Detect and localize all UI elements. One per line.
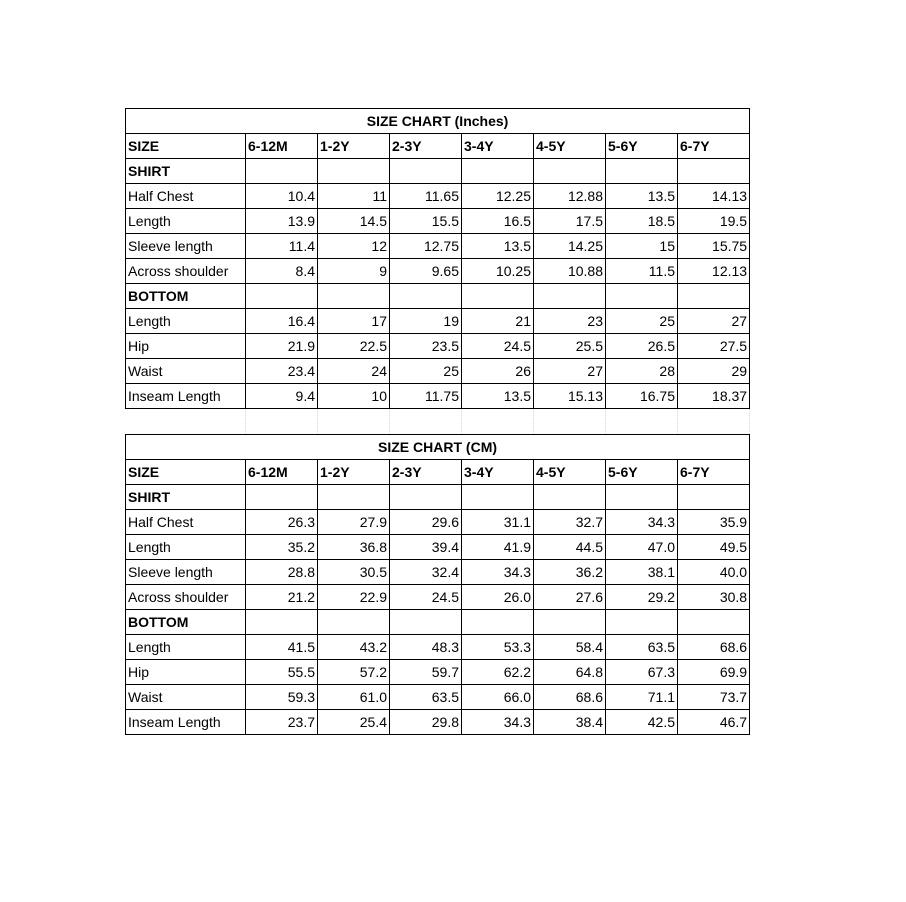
empty-cell bbox=[606, 485, 678, 510]
measurement-value: 11.65 bbox=[390, 184, 462, 209]
measurement-value: 16.4 bbox=[246, 309, 318, 334]
size-column-header: 6-12M bbox=[246, 460, 318, 485]
size-column-header: 6-7Y bbox=[678, 460, 750, 485]
measurement-value: 38.4 bbox=[534, 710, 606, 735]
size-column-header: 1-2Y bbox=[318, 134, 390, 159]
measurement-value: 17.5 bbox=[534, 209, 606, 234]
measurement-value: 62.2 bbox=[462, 660, 534, 685]
measurement-value: 11 bbox=[318, 184, 390, 209]
measurement-value: 27 bbox=[534, 359, 606, 384]
measurement-label: Length bbox=[126, 635, 246, 660]
empty-cell bbox=[678, 409, 750, 435]
empty-cell bbox=[126, 409, 246, 435]
measurement-value: 38.1 bbox=[606, 560, 678, 585]
measurement-value: 13.5 bbox=[462, 234, 534, 259]
measurement-value: 34.3 bbox=[462, 560, 534, 585]
empty-cell bbox=[246, 159, 318, 184]
measurement-value: 19.5 bbox=[678, 209, 750, 234]
empty-cell bbox=[606, 284, 678, 309]
empty-cell bbox=[678, 610, 750, 635]
table-row bbox=[126, 585, 750, 610]
measurement-value: 30.5 bbox=[318, 560, 390, 585]
table-row bbox=[126, 359, 750, 384]
header-row bbox=[126, 460, 750, 485]
empty-cell bbox=[606, 409, 678, 435]
measurement-value: 41.5 bbox=[246, 635, 318, 660]
measurement-value: 40.0 bbox=[678, 560, 750, 585]
empty-cell bbox=[390, 485, 462, 510]
measurement-value: 29.2 bbox=[606, 585, 678, 610]
measurement-value: 71.1 bbox=[606, 685, 678, 710]
size-column-header: 5-6Y bbox=[606, 460, 678, 485]
measurement-value: 23 bbox=[534, 309, 606, 334]
measurement-value: 15.5 bbox=[390, 209, 462, 234]
empty-cell bbox=[318, 610, 390, 635]
measurement-value: 73.7 bbox=[678, 685, 750, 710]
measurement-value: 49.5 bbox=[678, 535, 750, 560]
measurement-label: Across shoulder bbox=[126, 259, 246, 284]
header-row bbox=[126, 134, 750, 159]
empty-cell bbox=[462, 159, 534, 184]
table-row bbox=[126, 334, 750, 359]
measurement-value: 29 bbox=[678, 359, 750, 384]
measurement-label: Sleeve length bbox=[126, 560, 246, 585]
table-title: SIZE CHART (CM) bbox=[126, 435, 750, 460]
section-row bbox=[126, 159, 750, 184]
table-row bbox=[126, 309, 750, 334]
measurement-value: 17 bbox=[318, 309, 390, 334]
measurement-label: Half Chest bbox=[126, 510, 246, 535]
size-column-header: 5-6Y bbox=[606, 134, 678, 159]
measurement-value: 28.8 bbox=[246, 560, 318, 585]
measurement-value: 26.5 bbox=[606, 334, 678, 359]
measurement-value: 28 bbox=[606, 359, 678, 384]
measurement-value: 29.6 bbox=[390, 510, 462, 535]
measurement-value: 43.2 bbox=[318, 635, 390, 660]
measurement-value: 57.2 bbox=[318, 660, 390, 685]
table-title-row bbox=[126, 109, 750, 134]
measurement-value: 11.4 bbox=[246, 234, 318, 259]
measurement-label: Length bbox=[126, 535, 246, 560]
measurement-value: 21.2 bbox=[246, 585, 318, 610]
measurement-value: 10.88 bbox=[534, 259, 606, 284]
measurement-value: 15.13 bbox=[534, 384, 606, 409]
measurement-label: Across shoulder bbox=[126, 585, 246, 610]
empty-cell bbox=[318, 485, 390, 510]
empty-cell bbox=[606, 610, 678, 635]
section-label: BOTTOM bbox=[126, 284, 246, 309]
empty-cell bbox=[678, 284, 750, 309]
measurement-value: 32.4 bbox=[390, 560, 462, 585]
size-column-header: 2-3Y bbox=[390, 460, 462, 485]
measurement-label: Hip bbox=[126, 334, 246, 359]
measurement-value: 10.4 bbox=[246, 184, 318, 209]
section-row bbox=[126, 610, 750, 635]
measurement-label: Length bbox=[126, 309, 246, 334]
measurement-value: 12.13 bbox=[678, 259, 750, 284]
measurement-value: 32.7 bbox=[534, 510, 606, 535]
measurement-value: 23.5 bbox=[390, 334, 462, 359]
measurement-value: 68.6 bbox=[534, 685, 606, 710]
measurement-value: 24.5 bbox=[462, 334, 534, 359]
empty-cell bbox=[606, 159, 678, 184]
measurement-label: Length bbox=[126, 209, 246, 234]
empty-cell bbox=[246, 284, 318, 309]
empty-cell bbox=[534, 159, 606, 184]
empty-cell bbox=[318, 159, 390, 184]
measurement-value: 31.1 bbox=[462, 510, 534, 535]
measurement-value: 25 bbox=[606, 309, 678, 334]
section-row bbox=[126, 284, 750, 309]
measurement-value: 61.0 bbox=[318, 685, 390, 710]
measurement-value: 21.9 bbox=[246, 334, 318, 359]
measurement-value: 27 bbox=[678, 309, 750, 334]
measurement-value: 14.25 bbox=[534, 234, 606, 259]
measurement-value: 23.4 bbox=[246, 359, 318, 384]
empty-cell bbox=[462, 284, 534, 309]
empty-cell bbox=[318, 409, 390, 435]
measurement-value: 26.3 bbox=[246, 510, 318, 535]
measurement-value: 35.9 bbox=[678, 510, 750, 535]
measurement-value: 13.5 bbox=[606, 184, 678, 209]
measurement-value: 12.88 bbox=[534, 184, 606, 209]
measurement-label: Waist bbox=[126, 359, 246, 384]
measurement-label: Sleeve length bbox=[126, 234, 246, 259]
size-column-header: 1-2Y bbox=[318, 460, 390, 485]
measurement-value: 48.3 bbox=[390, 635, 462, 660]
measurement-value: 15 bbox=[606, 234, 678, 259]
measurement-label: Waist bbox=[126, 685, 246, 710]
measurement-value: 11.5 bbox=[606, 259, 678, 284]
measurement-value: 25.4 bbox=[318, 710, 390, 735]
empty-cell bbox=[246, 409, 318, 435]
measurement-value: 35.2 bbox=[246, 535, 318, 560]
measurement-label: Half Chest bbox=[126, 184, 246, 209]
measurement-value: 29.8 bbox=[390, 710, 462, 735]
measurement-value: 67.3 bbox=[606, 660, 678, 685]
measurement-value: 34.3 bbox=[606, 510, 678, 535]
section-label: BOTTOM bbox=[126, 610, 246, 635]
table-row bbox=[126, 635, 750, 660]
measurement-label: Inseam Length bbox=[126, 384, 246, 409]
size-header: SIZE bbox=[126, 134, 246, 159]
measurement-value: 53.3 bbox=[462, 635, 534, 660]
empty-cell bbox=[390, 159, 462, 184]
measurement-value: 21 bbox=[462, 309, 534, 334]
size-header: SIZE bbox=[126, 460, 246, 485]
measurement-value: 24.5 bbox=[390, 585, 462, 610]
measurement-value: 66.0 bbox=[462, 685, 534, 710]
size-chart-sheet bbox=[125, 108, 749, 735]
size-chart-grid bbox=[125, 108, 750, 735]
measurement-value: 47.0 bbox=[606, 535, 678, 560]
measurement-value: 14.13 bbox=[678, 184, 750, 209]
table-row bbox=[126, 209, 750, 234]
measurement-value: 41.9 bbox=[462, 535, 534, 560]
measurement-value: 24 bbox=[318, 359, 390, 384]
measurement-value: 27.6 bbox=[534, 585, 606, 610]
size-column-header: 4-5Y bbox=[534, 460, 606, 485]
measurement-value: 12.75 bbox=[390, 234, 462, 259]
measurement-value: 46.7 bbox=[678, 710, 750, 735]
size-column-header: 3-4Y bbox=[462, 134, 534, 159]
measurement-value: 9.4 bbox=[246, 384, 318, 409]
size-column-header: 4-5Y bbox=[534, 134, 606, 159]
table-title: SIZE CHART (Inches) bbox=[126, 109, 750, 134]
measurement-value: 69.9 bbox=[678, 660, 750, 685]
measurement-value: 27.9 bbox=[318, 510, 390, 535]
size-column-header: 3-4Y bbox=[462, 460, 534, 485]
measurement-value: 39.4 bbox=[390, 535, 462, 560]
measurement-value: 16.5 bbox=[462, 209, 534, 234]
measurement-value: 36.2 bbox=[534, 560, 606, 585]
empty-cell bbox=[534, 409, 606, 435]
empty-cell bbox=[318, 284, 390, 309]
measurement-value: 30.8 bbox=[678, 585, 750, 610]
measurement-value: 55.5 bbox=[246, 660, 318, 685]
measurement-value: 9.65 bbox=[390, 259, 462, 284]
measurement-value: 10.25 bbox=[462, 259, 534, 284]
empty-cell bbox=[534, 485, 606, 510]
empty-cell bbox=[390, 284, 462, 309]
measurement-value: 59.3 bbox=[246, 685, 318, 710]
empty-cell bbox=[462, 485, 534, 510]
measurement-value: 25.5 bbox=[534, 334, 606, 359]
measurement-value: 26.0 bbox=[462, 585, 534, 610]
measurement-value: 12.25 bbox=[462, 184, 534, 209]
measurement-value: 34.3 bbox=[462, 710, 534, 735]
measurement-value: 23.7 bbox=[246, 710, 318, 735]
measurement-value: 12 bbox=[318, 234, 390, 259]
table-spacer-row bbox=[126, 409, 750, 435]
table-row bbox=[126, 535, 750, 560]
section-label: SHIRT bbox=[126, 159, 246, 184]
section-row bbox=[126, 485, 750, 510]
table-row bbox=[126, 259, 750, 284]
table-row bbox=[126, 234, 750, 259]
measurement-value: 9 bbox=[318, 259, 390, 284]
size-column-header: 6-7Y bbox=[678, 134, 750, 159]
measurement-value: 68.6 bbox=[678, 635, 750, 660]
measurement-value: 19 bbox=[390, 309, 462, 334]
empty-cell bbox=[390, 610, 462, 635]
measurement-value: 26 bbox=[462, 359, 534, 384]
empty-cell bbox=[462, 610, 534, 635]
empty-cell bbox=[534, 284, 606, 309]
section-label: SHIRT bbox=[126, 485, 246, 510]
measurement-value: 18.37 bbox=[678, 384, 750, 409]
measurement-value: 44.5 bbox=[534, 535, 606, 560]
measurement-value: 16.75 bbox=[606, 384, 678, 409]
measurement-value: 8.4 bbox=[246, 259, 318, 284]
measurement-value: 22.9 bbox=[318, 585, 390, 610]
table-row bbox=[126, 685, 750, 710]
empty-cell bbox=[678, 485, 750, 510]
measurement-value: 27.5 bbox=[678, 334, 750, 359]
measurement-value: 42.5 bbox=[606, 710, 678, 735]
table-row bbox=[126, 660, 750, 685]
measurement-value: 11.75 bbox=[390, 384, 462, 409]
measurement-label: Hip bbox=[126, 660, 246, 685]
table-row bbox=[126, 384, 750, 409]
empty-cell bbox=[246, 485, 318, 510]
measurement-value: 10 bbox=[318, 384, 390, 409]
measurement-value: 15.75 bbox=[678, 234, 750, 259]
table-row bbox=[126, 510, 750, 535]
measurement-value: 63.5 bbox=[606, 635, 678, 660]
empty-cell bbox=[246, 610, 318, 635]
table-row bbox=[126, 184, 750, 209]
measurement-value: 64.8 bbox=[534, 660, 606, 685]
table-row bbox=[126, 560, 750, 585]
measurement-value: 59.7 bbox=[390, 660, 462, 685]
measurement-value: 14.5 bbox=[318, 209, 390, 234]
measurement-value: 13.9 bbox=[246, 209, 318, 234]
measurement-value: 25 bbox=[390, 359, 462, 384]
empty-cell bbox=[678, 159, 750, 184]
measurement-label: Inseam Length bbox=[126, 710, 246, 735]
empty-cell bbox=[534, 610, 606, 635]
table-title-row bbox=[126, 435, 750, 460]
measurement-value: 36.8 bbox=[318, 535, 390, 560]
measurement-value: 58.4 bbox=[534, 635, 606, 660]
table-row bbox=[126, 710, 750, 735]
size-chart-body bbox=[126, 109, 750, 735]
empty-cell bbox=[462, 409, 534, 435]
measurement-value: 63.5 bbox=[390, 685, 462, 710]
empty-cell bbox=[390, 409, 462, 435]
measurement-value: 18.5 bbox=[606, 209, 678, 234]
measurement-value: 22.5 bbox=[318, 334, 390, 359]
measurement-value: 13.5 bbox=[462, 384, 534, 409]
size-column-header: 2-3Y bbox=[390, 134, 462, 159]
size-column-header: 6-12M bbox=[246, 134, 318, 159]
